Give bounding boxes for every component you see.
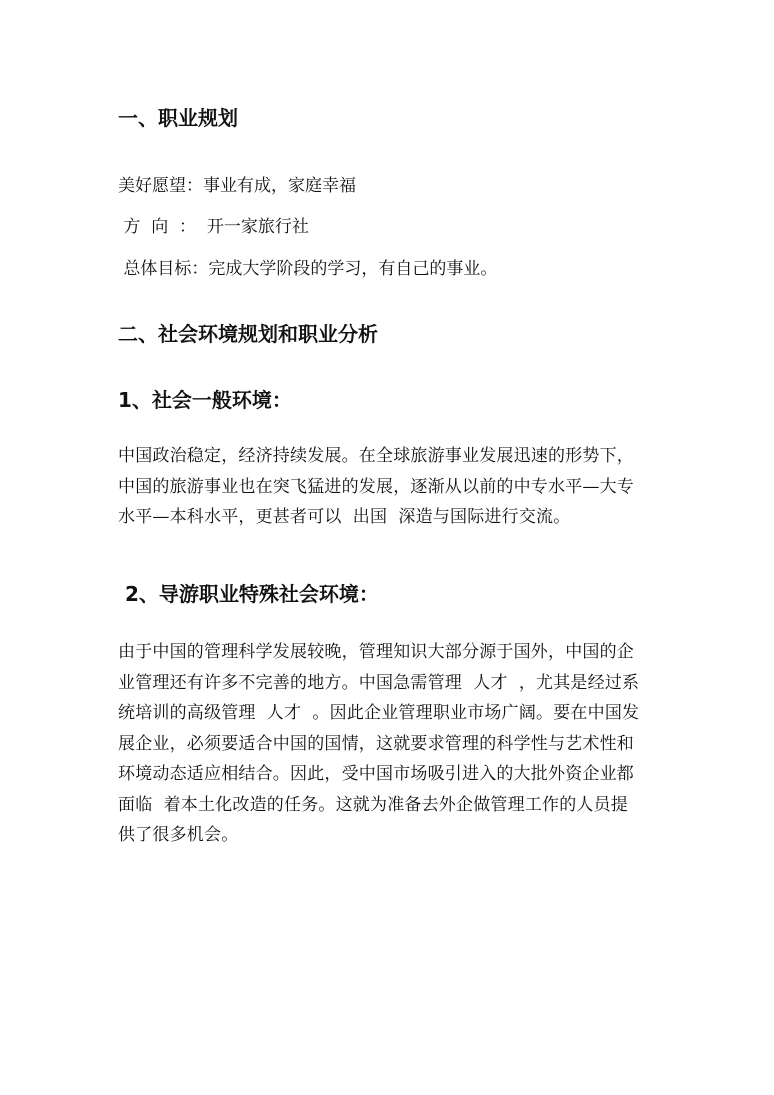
paragraph-line: 中国政治稳定，经济持续发展。在全球旅游事业发展迅速的形势下， bbox=[118, 446, 634, 466]
wish-line: 美好愿望：事业有成，家庭幸福 bbox=[118, 176, 356, 196]
section-heading-career-planning: 一、职业规划 bbox=[118, 106, 238, 130]
paragraph-line: 由于中国的管理科学发展较晚，管理知识大部分源于国外，中国的企 bbox=[118, 642, 634, 662]
subsection-heading-general-environment: 1、社会一般环境： bbox=[118, 388, 292, 412]
paragraph-line: 统培训的高级管理 人才 。因此企业管理职业市场广阔。要在中国发 bbox=[118, 703, 640, 723]
paragraph-line: 环境动态适应相结合。因此，受中国市场吸引进入的大批外资企业都 bbox=[118, 764, 634, 784]
subsection-heading-guide-environment: 2、导游职业特殊社会环境： bbox=[118, 582, 379, 606]
paragraph-line: 展企业，必须要适合中国的国情，这就要求管理的科学性与艺术性和 bbox=[118, 733, 634, 754]
paragraph-line: 中国的旅游事业也在突飞猛进的发展，逐渐从以前的中专水平—大专 bbox=[118, 476, 634, 497]
paragraph-line: 面临 着本土化改造的任务。这就为准备去外企做管理工作的人员提 bbox=[118, 794, 629, 815]
paragraph-line: 业管理还有许多不完善的地方。中国急需管理 人才 ，尤其是经过系 bbox=[118, 672, 640, 693]
section-heading-social-environment: 二、社会环境规划和职业分析 bbox=[118, 322, 378, 346]
direction-line: 方 向 ： 开一家旅行社 bbox=[118, 217, 309, 237]
goal-line: 总体目标：完成大学阶段的学习，有自己的事业。 bbox=[118, 259, 498, 279]
paragraph-general-environment bbox=[118, 441, 660, 533]
paragraph-line: 供了很多机会。 bbox=[118, 825, 239, 845]
paragraph-guide-environment bbox=[118, 637, 660, 851]
paragraph-line: 水平—本科水平，更甚者可以 出国 深造与国际进行交流。 bbox=[118, 507, 571, 527]
